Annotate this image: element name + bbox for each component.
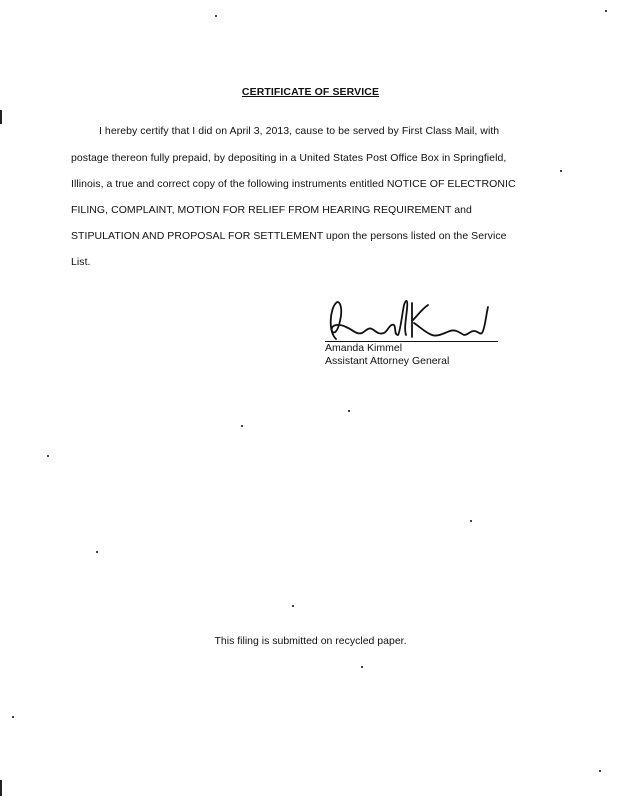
scan-edge-mark	[0, 780, 2, 796]
scan-edge-mark	[0, 110, 2, 124]
scan-speck	[96, 551, 98, 553]
body-line-1: I hereby certify that I did on April 3, 2013, cause to be served by First Class Mail, with	[99, 125, 500, 137]
body-line-4: FILING, COMPLAINT, MOTION FOR RELIEF FROM HEARING REQUIREMENT and	[71, 204, 472, 216]
signer-title: Assistant Attorney General	[325, 355, 450, 367]
signer-name: Amanda Kimmel	[325, 342, 403, 354]
scan-speck	[560, 170, 562, 172]
scan-speck	[241, 425, 243, 427]
scan-speck	[348, 410, 350, 412]
scan-speck	[599, 770, 601, 772]
scan-speck	[12, 716, 14, 718]
scan-speck	[605, 10, 607, 12]
scan-speck	[47, 455, 49, 457]
scan-speck	[470, 520, 472, 522]
body-line-5: STIPULATION AND PROPOSAL FOR SETTLEMENT upon the persons listed on the Service	[71, 230, 507, 242]
scan-speck	[215, 15, 217, 17]
body-line-6: List.	[71, 256, 91, 268]
body-line-3: Illinois, a true and correct copy of the following instruments entitled NOTICE OF ELECTRONIC	[71, 178, 516, 190]
scan-speck	[292, 605, 294, 607]
handwritten-signature	[322, 295, 500, 343]
body-line-2: postage thereon fully prepaid, by depositing in a United States Post Office Box in Springfield,	[71, 152, 507, 164]
recycled-paper-note: This filing is submitted on recycled paper.	[214, 635, 407, 647]
scan-speck	[361, 666, 363, 668]
document-title: CERTIFICATE OF SERVICE	[241, 86, 380, 98]
